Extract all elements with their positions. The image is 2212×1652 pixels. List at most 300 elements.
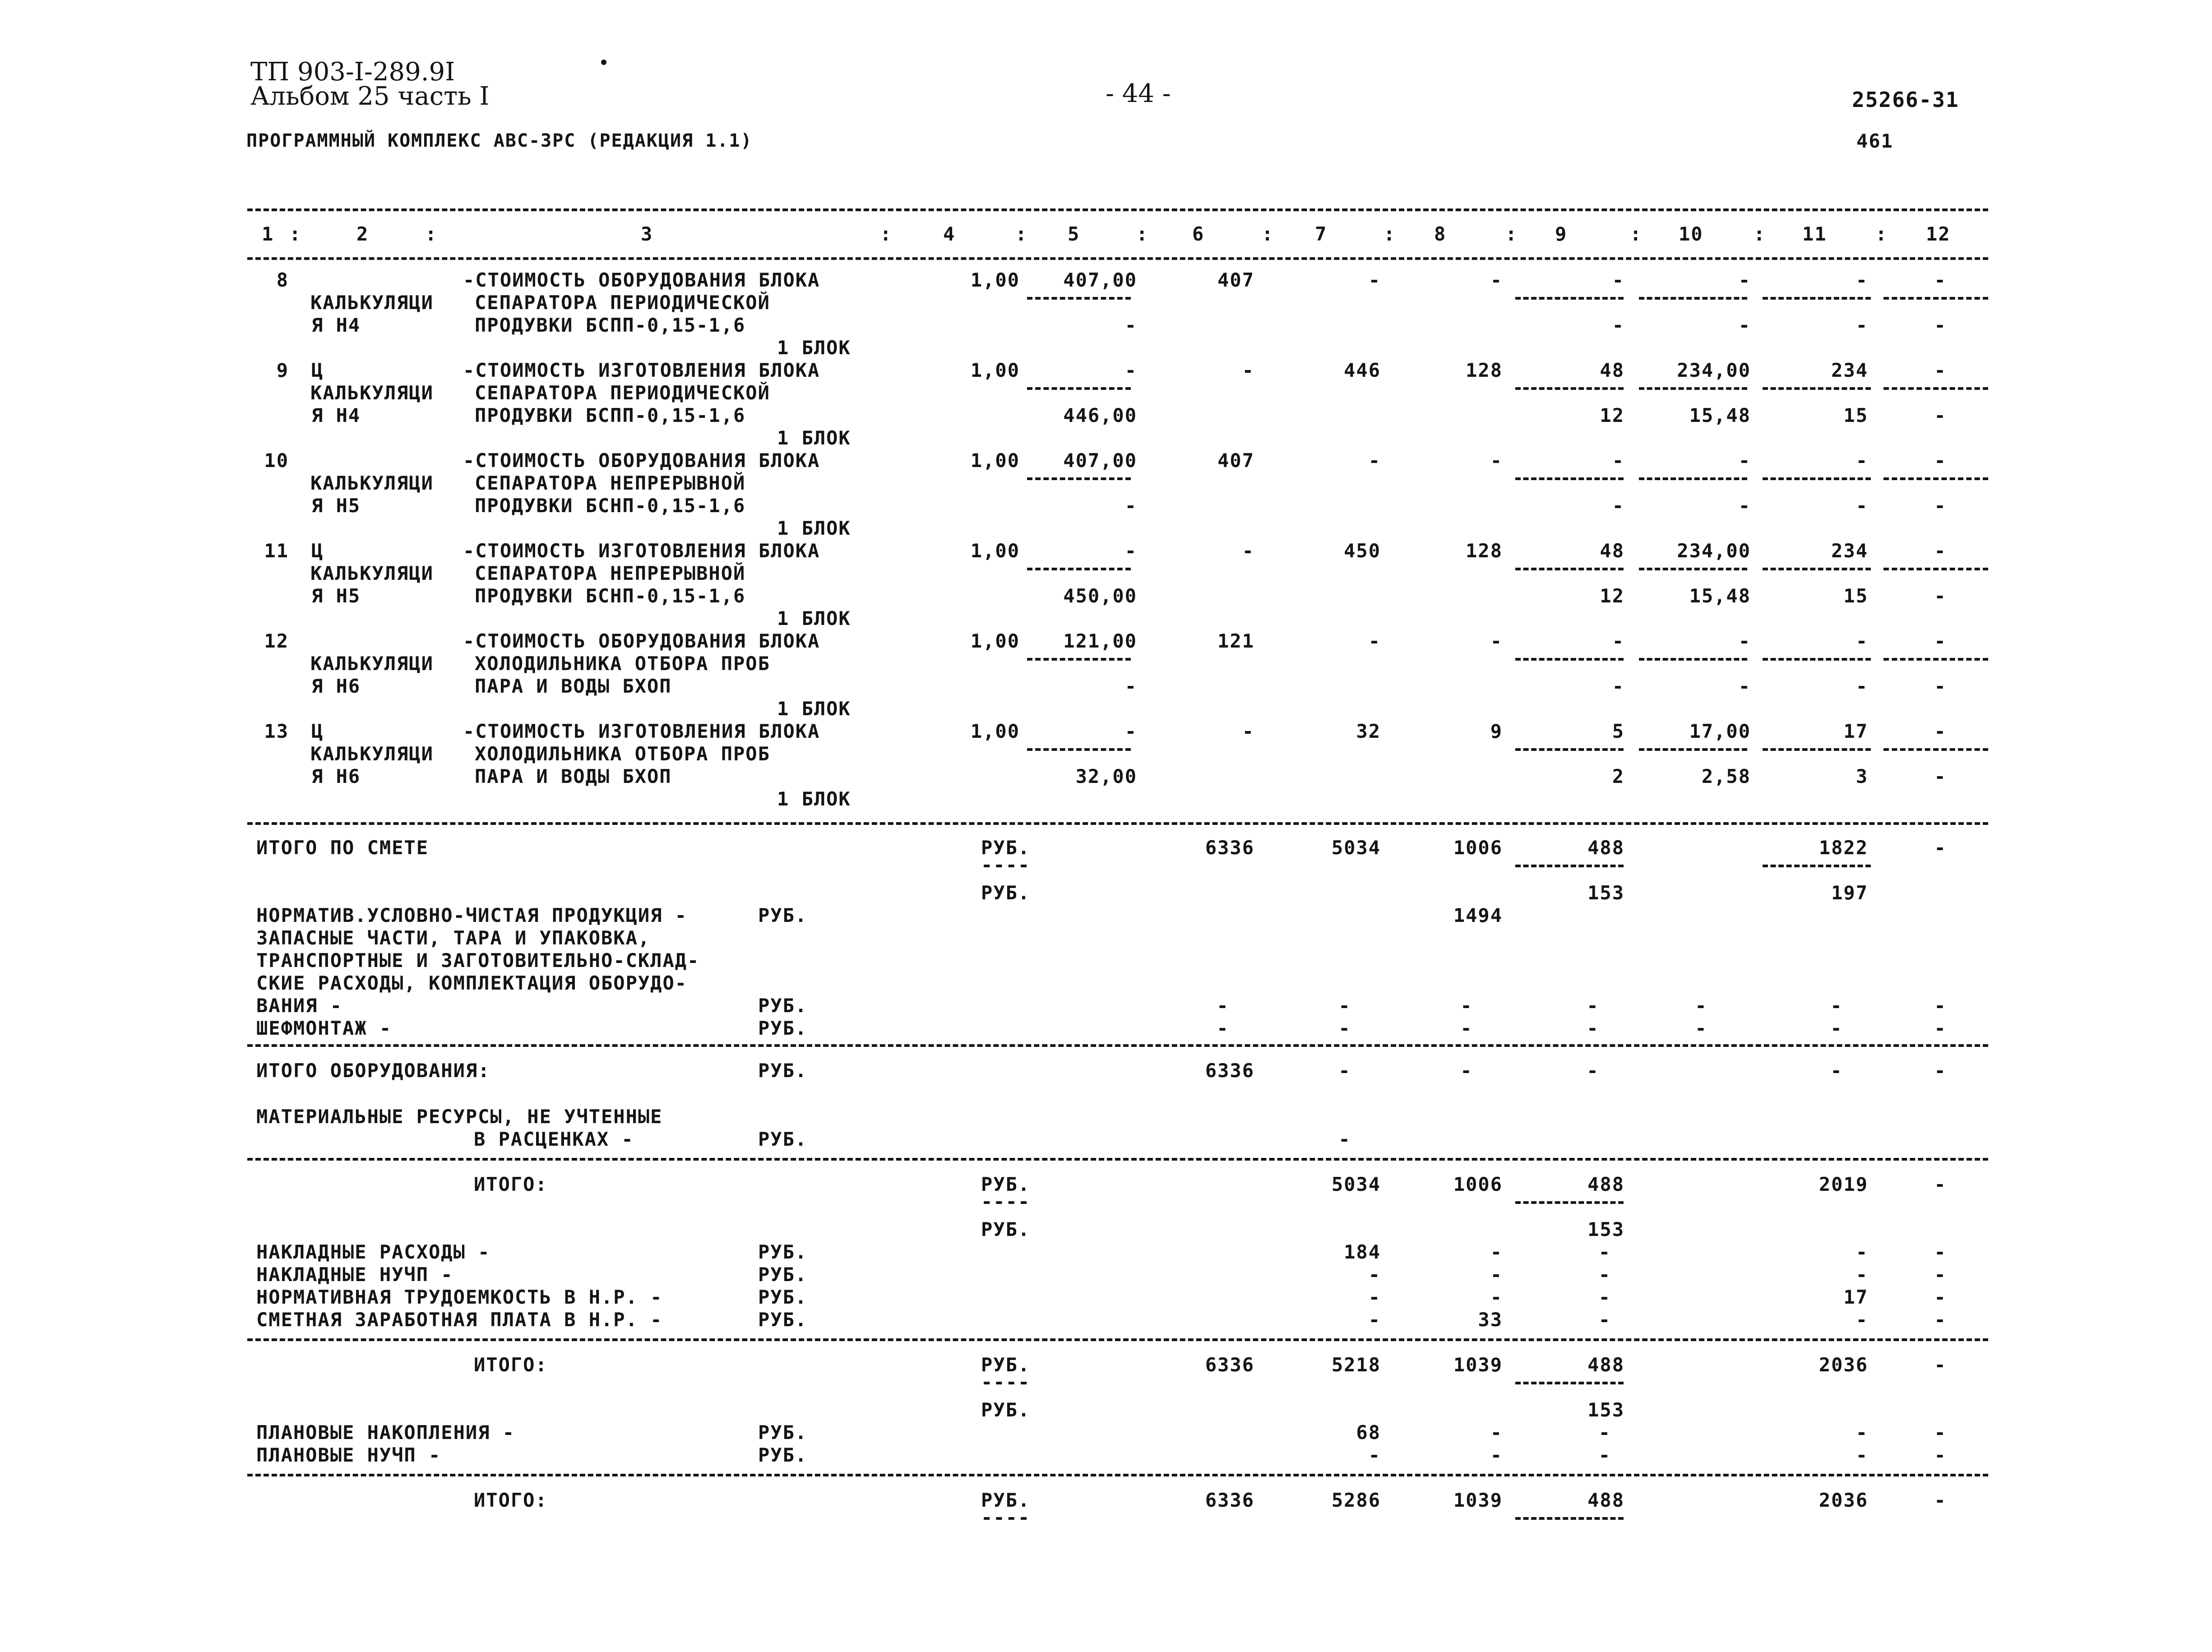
rub-unit: РУБ.: [758, 1286, 808, 1308]
col9-value-b: 12: [1600, 585, 1624, 607]
total-1-col12: -: [1934, 1173, 1947, 1195]
total-equipment-col8: -: [1460, 1060, 1473, 1082]
col12-separator: [1883, 568, 1988, 570]
col10-separator: [1639, 748, 1747, 751]
item-description: -СТОИМОСТЬ ИЗГОТОВЛЕНИЯ БЛОКА: [463, 359, 820, 381]
col10-value-b: 15,48: [1689, 404, 1751, 426]
calculation-id: Я Н6: [311, 675, 361, 697]
overhead-col12: -: [1934, 1263, 1947, 1286]
col-sep: :: [425, 223, 438, 245]
rub-unit: РУБ.: [981, 1218, 1031, 1240]
item-unit: 1 БЛОК: [777, 337, 851, 359]
col5-value: 121,00: [1063, 630, 1137, 652]
sheet-number: 461: [1856, 130, 1893, 152]
overhead-label: НАКЛАДНЫЕ РАСХОДЫ -: [256, 1241, 491, 1263]
col-header-8: 8: [1434, 223, 1447, 245]
item-description: ПРОДУВКИ БСПП-0,15-1,6: [475, 314, 746, 336]
col-sep: :: [1136, 223, 1149, 245]
overhead-col12: -: [1934, 1309, 1947, 1331]
total-3-label: ИТОГО:: [474, 1489, 548, 1511]
col6-value: 407: [1217, 449, 1254, 472]
col-header-4: 4: [943, 223, 956, 245]
col11-value-b: -: [1856, 314, 1868, 336]
col7-value: -: [1368, 630, 1381, 652]
rub-unit: РУБ.: [758, 1309, 808, 1331]
planned-label: ПЛАНОВЫЕ НАКОПЛЕНИЯ -: [256, 1421, 515, 1444]
rub-unit: РУБ.: [758, 1241, 808, 1263]
calculation-id: Я Н5: [311, 495, 361, 517]
program-title: ПРОГРАММНЫЙ КОМПЛЕКС АВС-3РС (РЕДАКЦИЯ 1.1): [246, 130, 753, 151]
dash-cell: -: [1217, 1017, 1229, 1039]
overhead-col11: -: [1856, 1309, 1868, 1331]
total-equipment-col6: 6336: [1205, 1060, 1254, 1082]
col12-value-b: -: [1934, 585, 1947, 607]
calculation-id: Я Н4: [311, 314, 361, 336]
col5-value: -: [1125, 720, 1137, 742]
rub-unit: РУБ.: [981, 882, 1031, 904]
col-sep: :: [289, 223, 302, 245]
rub-unit: РУБ.: [981, 1399, 1031, 1421]
rub-unit: РУБ.: [758, 1017, 808, 1039]
rub-unit: РУБ.: [981, 1489, 1031, 1511]
col9-separator: [1515, 1517, 1624, 1520]
planned-col11: -: [1856, 1421, 1868, 1444]
rub-underline: ----: [981, 854, 1031, 876]
planned-col12: -: [1934, 1444, 1947, 1466]
item-description: -СТОИМОСТЬ ОБОРУДОВАНИЯ БЛОКА: [463, 269, 820, 291]
item-description: СЕПАРАТОРА НЕПРЕРЫВНОЙ: [475, 562, 746, 584]
col-header-3: 3: [641, 223, 653, 245]
calculation-label: КАЛЬКУЛЯЦИ: [310, 292, 434, 314]
col5-value-b: -: [1125, 314, 1137, 336]
col11-value: -: [1856, 269, 1868, 291]
row-kind: Ц: [311, 720, 324, 742]
total-estimate-col8: 1006: [1453, 837, 1503, 859]
col12-value-b: -: [1934, 314, 1947, 336]
total-3-col9: 488: [1587, 1489, 1624, 1511]
col11-value: 234: [1831, 540, 1868, 562]
total-equipment-col7: -: [1338, 1060, 1351, 1082]
rub-unit: РУБ.: [758, 1128, 808, 1150]
col4-quantity: 1,00: [970, 540, 1020, 562]
item-description: ХОЛОДИЛЬНИКА ОТБОРА ПРОБ: [475, 743, 770, 765]
col4-quantity: 1,00: [970, 630, 1020, 652]
total-2-col6: 6336: [1205, 1354, 1254, 1376]
col9-value: -: [1612, 630, 1624, 652]
overhead-col9: -: [1598, 1309, 1611, 1331]
col10-separator: [1639, 387, 1747, 390]
col5-separator: [1027, 387, 1131, 390]
total-equipment-col11: -: [1830, 1060, 1843, 1082]
item-unit: 1 БЛОК: [777, 427, 851, 449]
col-sep: :: [1875, 223, 1888, 245]
page-number: - 44 -: [1106, 79, 1171, 108]
overhead-col11: -: [1856, 1263, 1868, 1286]
dash-cell: -: [1460, 1017, 1473, 1039]
item-description: СЕПАРАТОРА ПЕРИОДИЧЕСКОЙ: [475, 382, 770, 404]
rub-unit: РУБ.: [758, 904, 808, 926]
item-unit: 1 БЛОК: [777, 607, 851, 629]
total-2-col11: 2036: [1819, 1354, 1868, 1376]
calculation-label: КАЛЬКУЛЯЦИ: [310, 382, 434, 404]
row-number: 12: [264, 630, 289, 652]
item-description: ПАРА И ВОДЫ БХОП: [475, 765, 672, 787]
col8-value: 9: [1490, 720, 1503, 742]
col5-value: 407,00: [1063, 449, 1137, 472]
col11-value: -: [1856, 630, 1868, 652]
overhead-label: НАКЛАДНЫЕ НУЧП -: [256, 1263, 454, 1286]
col5-value-b: 446,00: [1063, 404, 1137, 426]
total-estimate-label: ИТОГО ПО СМЕТЕ: [256, 837, 429, 859]
col-sep: :: [1384, 223, 1396, 245]
col12-separator: [1883, 477, 1988, 480]
item-description: ПРОДУВКИ БСПП-0,15-1,6: [475, 404, 746, 426]
total-estimate-col9: 488: [1587, 837, 1624, 859]
col11-separator: [1763, 568, 1871, 570]
total-3-col12: -: [1934, 1489, 1947, 1511]
total-estimate-col6: 6336: [1205, 837, 1254, 859]
col12-separator: [1883, 658, 1988, 661]
col10-value: 17,00: [1689, 720, 1751, 742]
col9-separator: [1515, 568, 1624, 570]
col9-value-b: -: [1612, 314, 1624, 336]
item-description: -СТОИМОСТЬ ИЗГОТОВЛЕНИЯ БЛОКА: [463, 720, 820, 742]
col11-value: 17: [1843, 720, 1868, 742]
col11-value-b: -: [1856, 495, 1868, 517]
col11-value: 234: [1831, 359, 1868, 381]
col12-separator: [1883, 748, 1988, 751]
col-sep: :: [1754, 223, 1766, 245]
col6-value: 121: [1217, 630, 1254, 652]
archive-number: 25266-31: [1852, 88, 1959, 112]
col4-quantity: 1,00: [970, 720, 1020, 742]
rule: [247, 1044, 1988, 1047]
item-description: -СТОИМОСТЬ ОБОРУДОВАНИЯ БЛОКА: [463, 449, 820, 472]
col9-value-b: -: [1612, 675, 1624, 697]
col10-value: -: [1738, 269, 1751, 291]
total-estimate-col12: -: [1934, 837, 1947, 859]
col8-value: 128: [1466, 359, 1503, 381]
normative-line: СКИЕ РАСХОДЫ, КОМПЛЕКТАЦИЯ ОБОРУДО-: [256, 972, 688, 994]
col5-separator: [1027, 477, 1131, 480]
item-description: ПАРА И ВОДЫ БХОП: [475, 675, 672, 697]
col8-value: -: [1490, 630, 1503, 652]
col9-separator: [1515, 297, 1624, 300]
col4-quantity: 1,00: [970, 269, 1020, 291]
col6-value: -: [1242, 359, 1254, 381]
col10-separator: [1639, 477, 1747, 480]
planned-col11: -: [1856, 1444, 1868, 1466]
total-1-col9-b: 153: [1587, 1218, 1624, 1240]
col9-value: 5: [1612, 720, 1624, 742]
total-3-col6: 6336: [1205, 1489, 1254, 1511]
col-header-2: 2: [356, 223, 369, 245]
col7-value: -: [1368, 449, 1381, 472]
col7-value: 446: [1344, 359, 1381, 381]
item-description: СЕПАРАТОРА ПЕРИОДИЧЕСКОЙ: [475, 292, 770, 314]
total-2-col9: 488: [1587, 1354, 1624, 1376]
dash-cell: -: [1217, 995, 1229, 1017]
col5-separator: [1027, 658, 1131, 661]
col9-separator: [1515, 748, 1624, 751]
item-description: ПРОДУВКИ БСНП-0,15-1,6: [475, 585, 746, 607]
calculation-label: КАЛЬКУЛЯЦИ: [310, 652, 434, 675]
col11-value-b: 3: [1856, 765, 1868, 787]
col11-separator: [1763, 658, 1871, 661]
rub-unit: РУБ.: [981, 837, 1031, 859]
total-equipment-col9: -: [1587, 1060, 1599, 1082]
shefmontazh-label: ШЕФМОНТАЖ -: [256, 1017, 392, 1039]
materials-label: МАТЕРИАЛЬНЫЕ РЕСУРСЫ, НЕ УЧТЕННЫЕ: [256, 1106, 663, 1128]
col-header-1: 1: [262, 223, 274, 245]
overhead-col7: -: [1368, 1263, 1381, 1286]
rub-unit: РУБ.: [758, 1263, 808, 1286]
overhead-col8: -: [1490, 1286, 1503, 1308]
overhead-col9: -: [1598, 1241, 1611, 1263]
materials-col7: -: [1338, 1128, 1351, 1150]
dash-cell: -: [1338, 1017, 1351, 1039]
overhead-col7: -: [1368, 1309, 1381, 1331]
col10-value-b: -: [1738, 314, 1751, 336]
col10-value-b: -: [1738, 675, 1751, 697]
dash-cell: -: [1587, 1017, 1599, 1039]
summary-top-rule: [247, 822, 1988, 825]
row-kind: Ц: [311, 540, 324, 562]
col12-value: -: [1934, 630, 1947, 652]
col5-value: -: [1125, 540, 1137, 562]
col-header-6: 6: [1192, 223, 1205, 245]
planned-col8: -: [1490, 1444, 1503, 1466]
col9-separator: [1515, 1201, 1624, 1204]
rub-underline: ----: [981, 1190, 1031, 1212]
col12-value: -: [1934, 269, 1947, 291]
total-2-col7: 5218: [1331, 1354, 1381, 1376]
rub-unit: РУБ.: [758, 1060, 808, 1082]
item-unit: 1 БЛОК: [777, 517, 851, 539]
col-header-9: 9: [1555, 223, 1568, 245]
total-estimate-col11-b: 197: [1831, 882, 1868, 904]
col11-value-b: 15: [1843, 585, 1868, 607]
calculation-id: Я Н6: [311, 765, 361, 787]
col11-value: -: [1856, 449, 1868, 472]
col-header-5: 5: [1068, 223, 1080, 245]
overhead-label: СМЕТНАЯ ЗАРАБОТНАЯ ПЛАТА В Н.Р. -: [256, 1309, 663, 1331]
item-description: ПРОДУВКИ БСНП-0,15-1,6: [475, 495, 746, 517]
col12-value: -: [1934, 449, 1947, 472]
overhead-col12: -: [1934, 1286, 1947, 1308]
col12-value-b: -: [1934, 765, 1947, 787]
col10-separator: [1639, 297, 1747, 300]
overhead-col7: 184: [1344, 1241, 1381, 1263]
item-description: ХОЛОДИЛЬНИКА ОТБОРА ПРОБ: [475, 652, 770, 675]
item-description: -СТОИМОСТЬ ИЗГОТОВЛЕНИЯ БЛОКА: [463, 540, 820, 562]
col9-separator: [1515, 387, 1624, 390]
total-1-col7: 5034: [1331, 1173, 1381, 1195]
rule: [247, 1338, 1988, 1341]
col-sep: :: [1505, 223, 1518, 245]
item-description: СЕПАРАТОРА НЕПРЕРЫВНОЙ: [475, 472, 746, 494]
dash-cell: -: [1460, 995, 1473, 1017]
header-bottom-rule: [247, 257, 1988, 260]
overhead-col11: -: [1856, 1241, 1868, 1263]
col6-value: 407: [1217, 269, 1254, 291]
row-number: 10: [264, 449, 289, 472]
total-3-col11: 2036: [1819, 1489, 1868, 1511]
rub-unit: РУБ.: [981, 1354, 1031, 1376]
col4-quantity: 1,00: [970, 449, 1020, 472]
table-top-rule: [247, 208, 1988, 211]
dash-cell: -: [1695, 995, 1708, 1017]
total-2-col8: 1039: [1453, 1354, 1503, 1376]
planned-label: ПЛАНОВЫЕ НУЧП -: [256, 1444, 441, 1466]
overhead-col8: 33: [1478, 1309, 1503, 1331]
col9-value: 48: [1600, 359, 1624, 381]
col11-value-b: 15: [1843, 404, 1868, 426]
col7-value: 32: [1356, 720, 1381, 742]
rub-unit: РУБ.: [758, 1444, 808, 1466]
normative-line: ТРАНСПОРТНЫЕ И ЗАГОТОВИТЕЛЬНО-СКЛАД-: [256, 949, 700, 972]
col-header-7: 7: [1315, 223, 1328, 245]
album-part: Альбом 25 часть I: [250, 82, 490, 111]
dash-cell: -: [1934, 995, 1947, 1017]
planned-col9: -: [1598, 1444, 1611, 1466]
dash-cell: -: [1695, 1017, 1708, 1039]
row-kind: Ц: [311, 359, 324, 381]
col8-value: -: [1490, 269, 1503, 291]
dash-cell: -: [1830, 1017, 1843, 1039]
col-header-10: 10: [1679, 223, 1703, 245]
overhead-label: НОРМАТИВНАЯ ТРУДОЕМКОСТЬ В Н.Р. -: [256, 1286, 663, 1308]
col12-value-b: -: [1934, 495, 1947, 517]
col10-separator: [1639, 568, 1747, 570]
total-estimate-col11: 1822: [1819, 837, 1868, 859]
col5-separator: [1027, 568, 1131, 570]
total-3-col8: 1039: [1453, 1489, 1503, 1511]
planned-col9: -: [1598, 1421, 1611, 1444]
col9-separator: [1515, 1382, 1624, 1384]
col5-separator: [1027, 297, 1131, 300]
col9-value-b: 12: [1600, 404, 1624, 426]
col-sep: :: [1015, 223, 1028, 245]
total-2-label: ИТОГО:: [474, 1354, 548, 1376]
overhead-col12: -: [1934, 1241, 1947, 1263]
dash-cell: -: [1587, 995, 1599, 1017]
item-description: -СТОИМОСТЬ ОБОРУДОВАНИЯ БЛОКА: [463, 630, 820, 652]
total-2-col12: -: [1934, 1354, 1947, 1376]
col-sep: :: [880, 223, 893, 245]
normative-col8: 1494: [1453, 904, 1503, 926]
col10-value-b: 15,48: [1689, 585, 1751, 607]
rub-underline: ----: [981, 1506, 1031, 1528]
col10-value: -: [1738, 449, 1751, 472]
col10-value: 234,00: [1677, 540, 1751, 562]
overhead-col9: -: [1598, 1286, 1611, 1308]
col7-value: -: [1368, 269, 1381, 291]
col9-separator: [1515, 658, 1624, 661]
total-1-col11: 2019: [1819, 1173, 1868, 1195]
col9-value: -: [1612, 449, 1624, 472]
rub-unit: РУБ.: [981, 1173, 1031, 1195]
total-2-col9-b: 153: [1587, 1399, 1624, 1421]
overhead-col8: -: [1490, 1263, 1503, 1286]
calculation-label: КАЛЬКУЛЯЦИ: [310, 472, 434, 494]
total-1-label: ИТОГО:: [474, 1173, 548, 1195]
overhead-col8: -: [1490, 1241, 1503, 1263]
calculation-label: КАЛЬКУЛЯЦИ: [310, 562, 434, 584]
materials-label-2: В РАСЦЕНКАХ -: [474, 1128, 634, 1150]
col11-separator: [1763, 297, 1871, 300]
total-estimate-col9-b: 153: [1587, 882, 1624, 904]
col5-separator: [1027, 748, 1131, 751]
rule: [247, 1474, 1988, 1476]
row-number: 13: [264, 720, 289, 742]
rule: [247, 1158, 1988, 1161]
col9-separator: [1515, 477, 1624, 480]
planned-col7: 68: [1356, 1421, 1381, 1444]
item-unit: 1 БЛОК: [777, 788, 851, 810]
overhead-col7: -: [1368, 1286, 1381, 1308]
planned-col12: -: [1934, 1421, 1947, 1444]
planned-col8: -: [1490, 1421, 1503, 1444]
col8-value: -: [1490, 449, 1503, 472]
col10-value: -: [1738, 630, 1751, 652]
rub-underline: ----: [981, 1371, 1031, 1393]
col-header-12: 12: [1926, 223, 1951, 245]
col8-value: 128: [1466, 540, 1503, 562]
col5-value: 407,00: [1063, 269, 1137, 291]
total-1-col9: 488: [1587, 1173, 1624, 1195]
col4-quantity: 1,00: [970, 359, 1020, 381]
col11-separator: [1763, 387, 1871, 390]
col11-separator: [1763, 477, 1871, 480]
planned-col7: -: [1368, 1444, 1381, 1466]
col12-value-b: -: [1934, 404, 1947, 426]
col5-value-b: 450,00: [1063, 585, 1137, 607]
row-number: 9: [276, 359, 289, 381]
scan-speck: [601, 60, 606, 65]
normative-line: ВАНИЯ -: [256, 995, 343, 1017]
rub-unit: РУБ.: [758, 1421, 808, 1444]
total-estimate-col7: 5034: [1331, 837, 1381, 859]
col5-value-b: -: [1125, 495, 1137, 517]
col-header-11: 11: [1802, 223, 1827, 245]
total-equipment-col12: -: [1934, 1060, 1947, 1082]
col12-separator: [1883, 387, 1988, 390]
dash-cell: -: [1830, 995, 1843, 1017]
row-number: 8: [276, 269, 289, 291]
item-unit: 1 БЛОК: [777, 698, 851, 720]
rub-unit: РУБ.: [758, 995, 808, 1017]
col10-separator: [1639, 658, 1747, 661]
normative-line: НОРМАТИВ.УСЛОВНО-ЧИСТАЯ ПРОДУКЦИЯ -: [256, 904, 688, 926]
col5-value-b: -: [1125, 675, 1137, 697]
document-code: ТП 903-I-289.9I: [250, 57, 455, 87]
calculation-label: КАЛЬКУЛЯЦИ: [310, 743, 434, 765]
col12-value: -: [1934, 359, 1947, 381]
col5-value: -: [1125, 359, 1137, 381]
normative-line: ЗАПАСНЫЕ ЧАСТИ, ТАРА И УПАКОВКА,: [256, 927, 651, 949]
col11-separator: [1763, 748, 1871, 751]
col10-value: 234,00: [1677, 359, 1751, 381]
overhead-col9: -: [1598, 1263, 1611, 1286]
col9-separator: [1515, 865, 1624, 867]
col9-value: 48: [1600, 540, 1624, 562]
col7-value: 450: [1344, 540, 1381, 562]
col10-value-b: 2,58: [1701, 765, 1751, 787]
row-number: 11: [264, 540, 289, 562]
col12-value-b: -: [1934, 675, 1947, 697]
col10-value-b: -: [1738, 495, 1751, 517]
